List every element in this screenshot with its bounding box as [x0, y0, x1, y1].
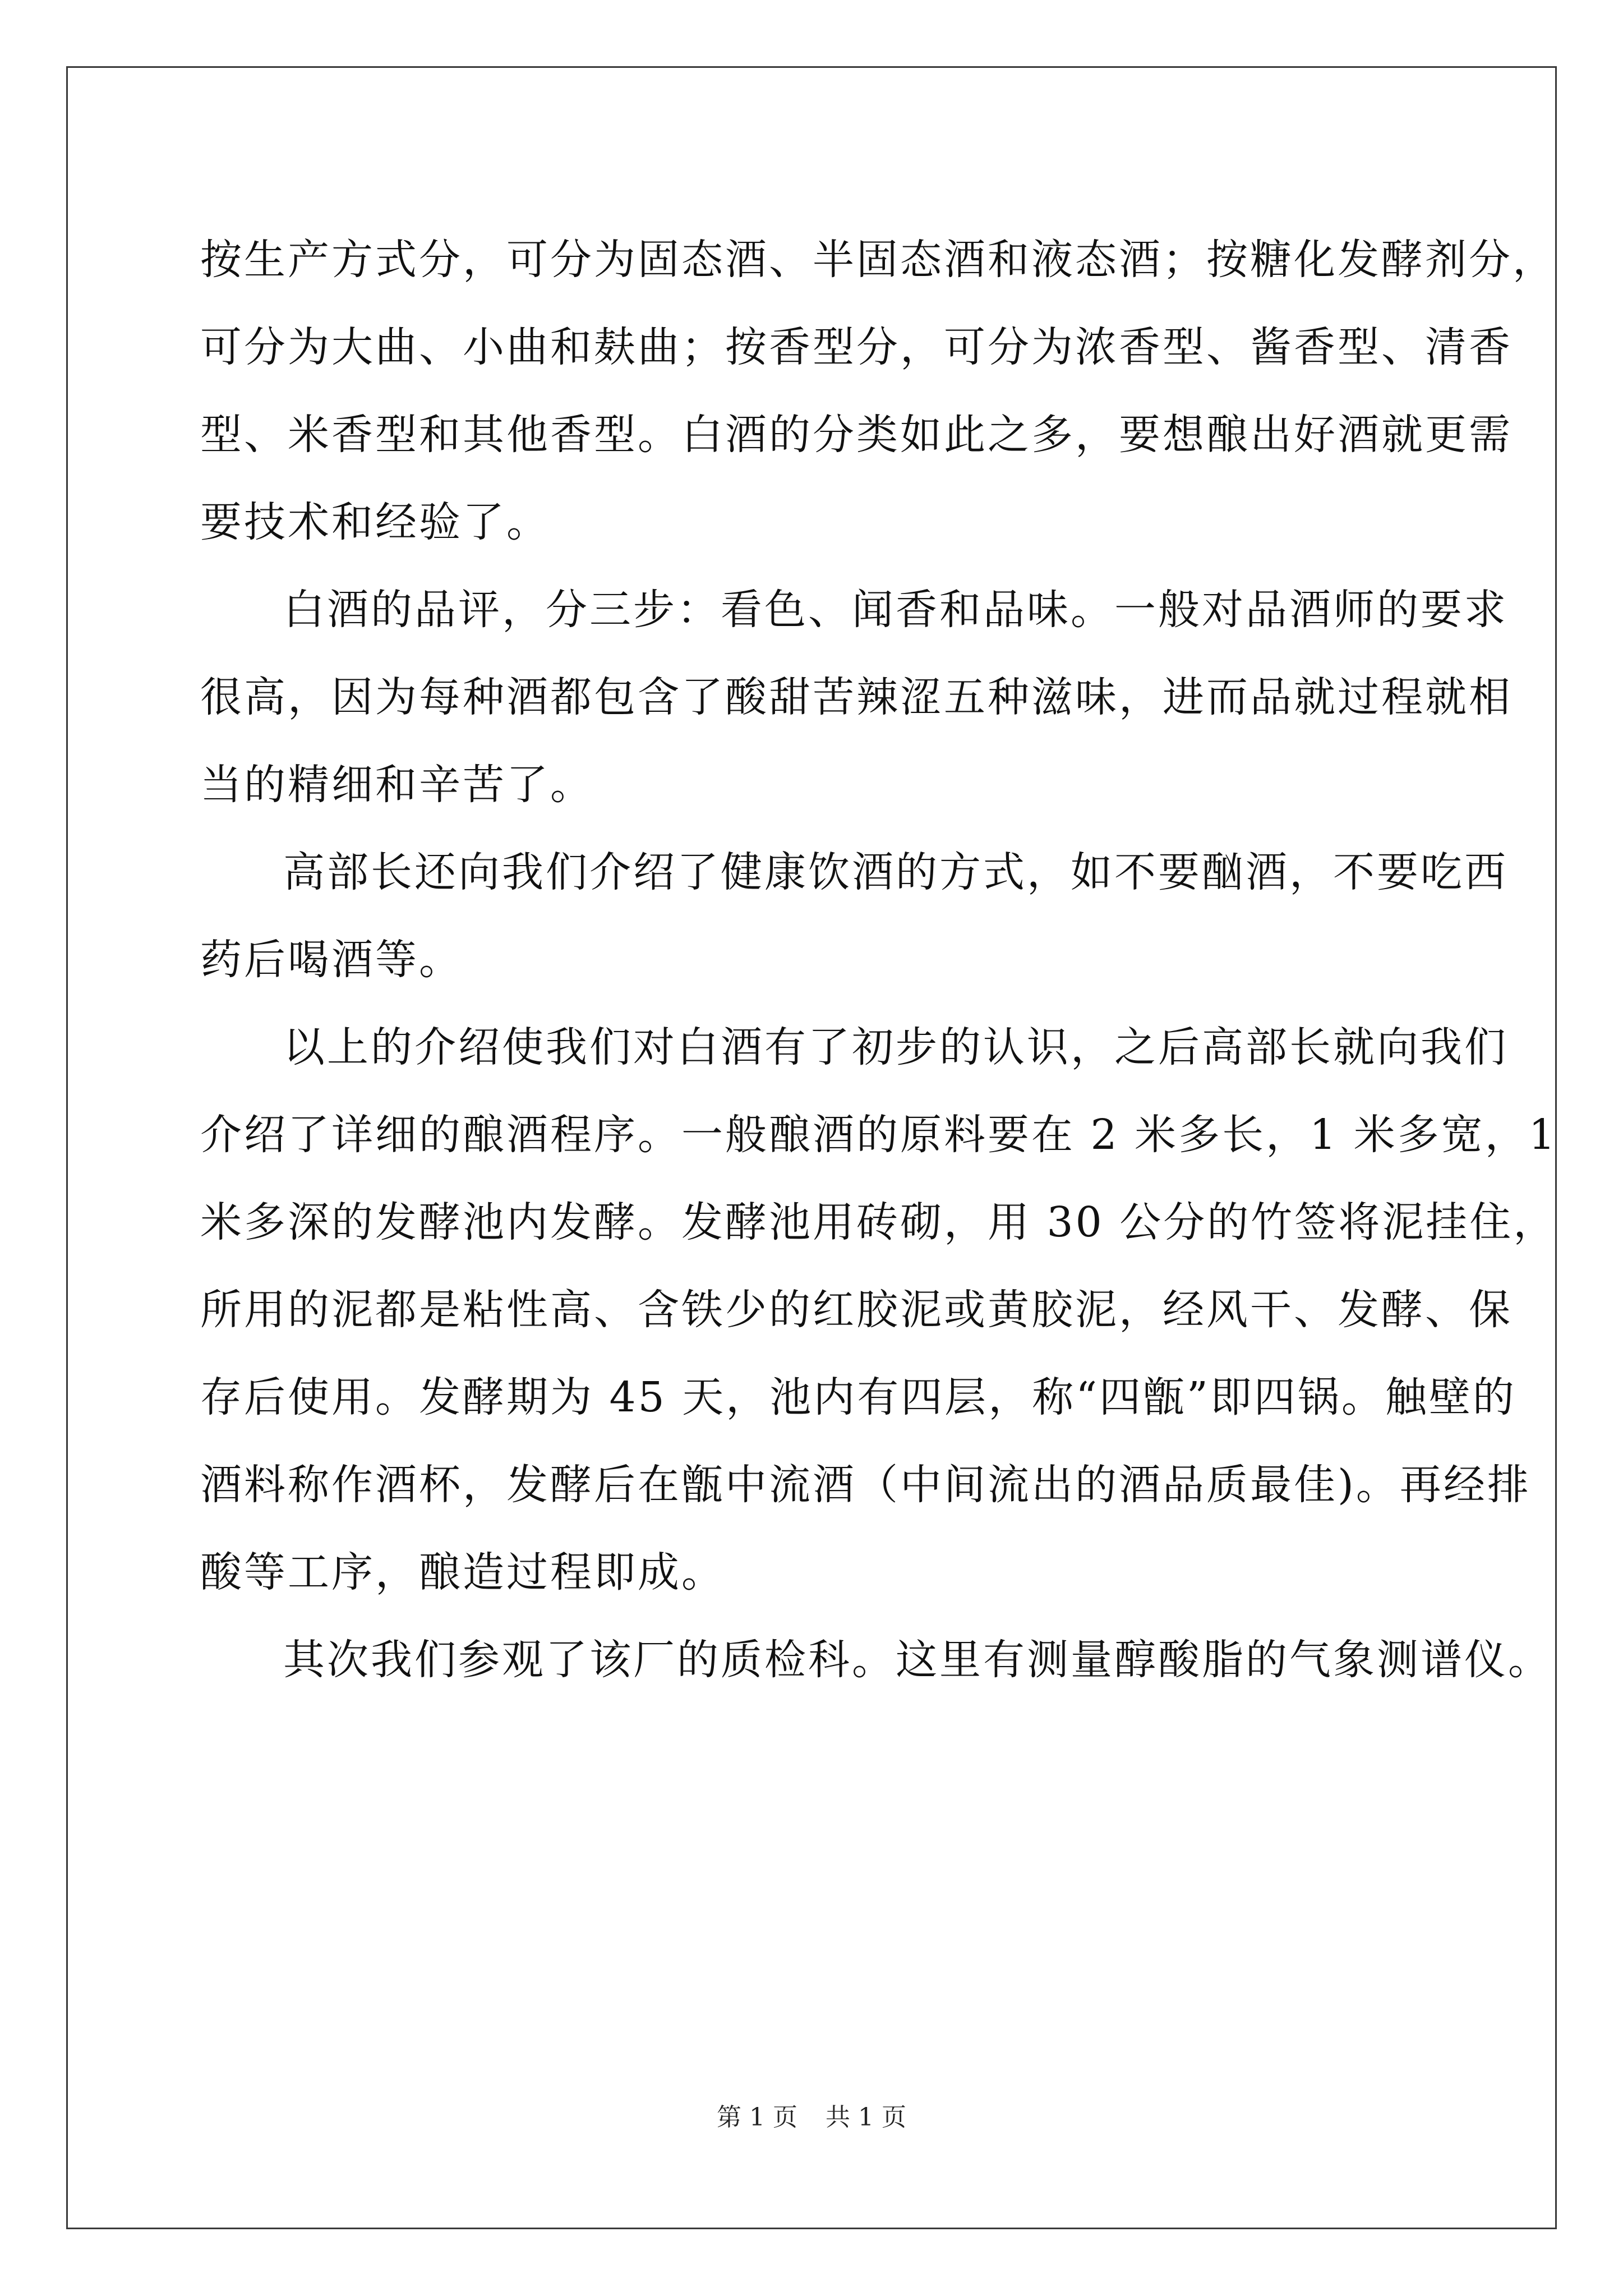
- paragraph-2-line-1: 白酒的品评，分三步：看色、闻香和品味。一般对品酒师的要求: [283, 586, 1508, 634]
- paragraph-1-line-4: 要技术和经验了。: [200, 498, 550, 546]
- paragraph-4-line-2: 介绍了详细的酿酒程序。一般酿酒的原料要在 2 米多长，1 米多宽，1: [200, 1111, 1557, 1159]
- paragraph-1-line-1: 按生产方式分，可分为固态酒、半固态酒和液态酒；按糖化发酵剂分，: [200, 236, 1556, 284]
- paragraph-1-line-2: 可分为大曲、小曲和麸曲；按香型分，可分为浓香型、酱香型、清香: [200, 323, 1513, 371]
- paragraph-3-line-1: 高部长还向我们介绍了健康饮酒的方式，如不要酗酒，不要吃西: [283, 848, 1508, 896]
- paragraph-4-line-1: 以上的介绍使我们对白酒有了初步的认识，之后高部长就向我们: [283, 1023, 1508, 1071]
- page-footer: [0, 2097, 1623, 2133]
- paragraph-5-line-1: 其次我们参观了该厂的质检科。这里有测量醇酸脂的气象测谱仪。: [283, 1636, 1552, 1684]
- paragraph-2-line-3: 当的精细和辛苦了。: [200, 761, 594, 809]
- page-total: 共 1 页: [826, 2103, 906, 2132]
- paragraph-4-line-4: 所用的泥都是粘性高、含铁少的红胶泥或黄胶泥，经风干、发酵、保: [200, 1286, 1513, 1334]
- paragraph-4-line-3: 米多深的发酵池内发酵。发酵池用砖砌，用 30 公分的竹签将泥挂住，: [200, 1198, 1557, 1246]
- paragraph-1-line-3: 型、米香型和其他香型。白酒的分类如此之多，要想酿出好酒就更需: [200, 411, 1513, 459]
- paragraph-4-line-5: 存后使用。发酵期为 45 天，池内有四层，称“四甑”即四锅。触壁的: [200, 1373, 1516, 1421]
- paragraph-2-line-2: 很高，因为每种酒都包含了酸甜苦辣涩五种滋味，进而品就过程就相: [200, 673, 1513, 721]
- document-body: [200, 216, 1557, 1704]
- page-number: 第 1 页: [717, 2103, 797, 2132]
- paragraph-3-line-2: 药后喝酒等。: [200, 936, 463, 984]
- paragraph-4-line-6: 酒料称作酒杯，发酵后在甑中流酒（中间流出的酒品质最佳)。再经排: [200, 1461, 1531, 1509]
- paragraph-4-line-7: 酸等工序，酿造过程即成。: [200, 1548, 725, 1596]
